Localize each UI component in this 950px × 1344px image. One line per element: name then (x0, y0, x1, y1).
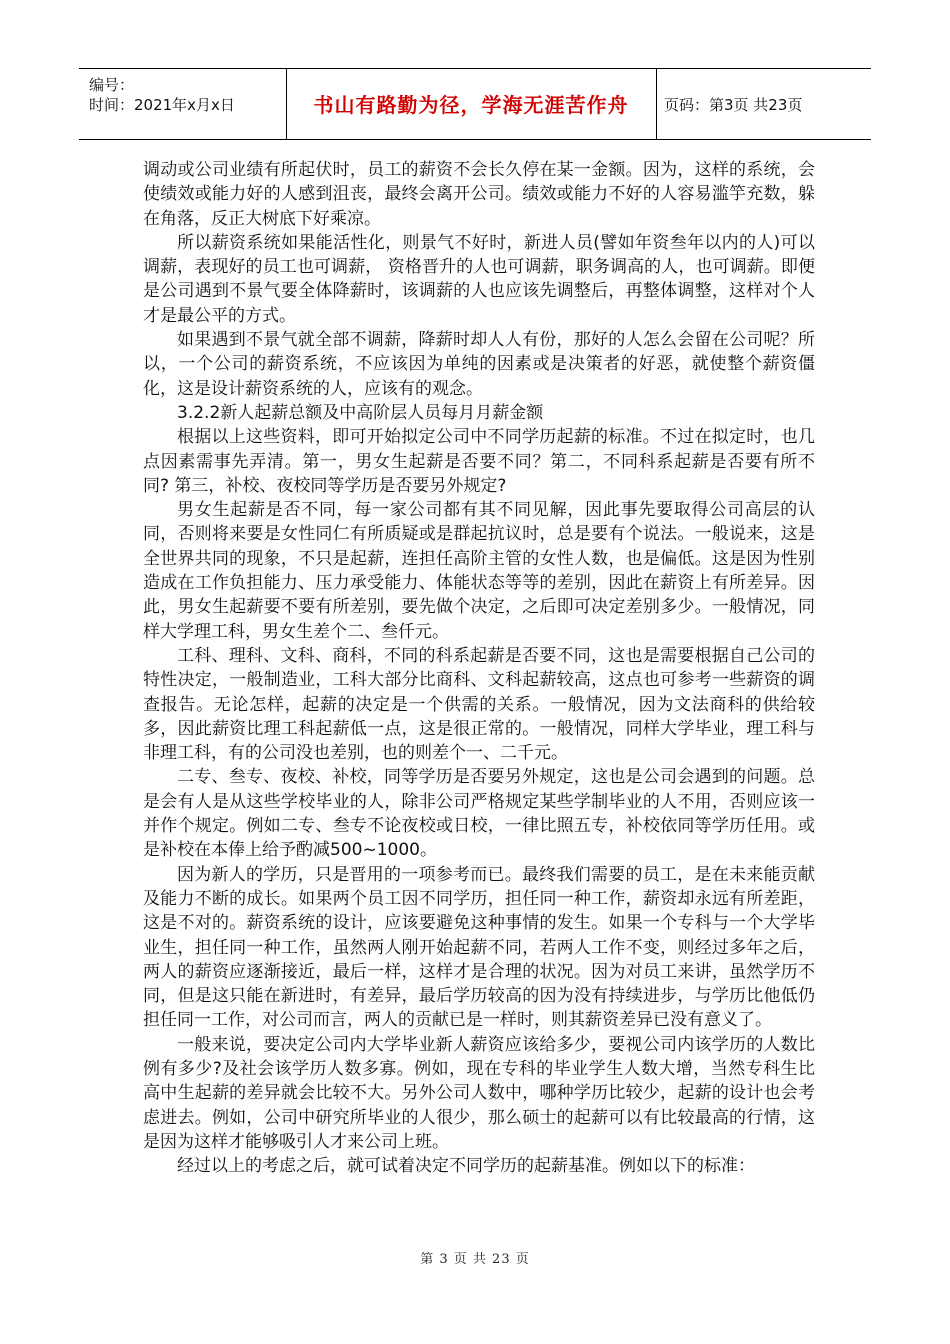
header-meta (89, 75, 235, 115)
paragraph: 男女生起薪是否不同，每一家公司都有其不同见解，因此事先要取得公司高层的认同，否则将来要是女性同仁有所质疑或是群起抗议时，总是要有个说法。一般说来，这是全世界共同的现象，不只是起薪，连担任高阶主管的女性人数，也是偏低。这是因为性别造成在工作负担能力、压力承受能力、体能状态等等的差别，因此在薪资上有所差异。因此，男女生起薪要不要有所差别，要先做个决定，之后即可决定差别多少。一般情况，同样大学理工科，男女生差个二、叁仟元。 (143, 500, 815, 642)
paragraph: 经过以上的考虑之后，就可试着决定不同学历的起薪基准。例如以下的标准： (177, 1156, 755, 1177)
paragraph: 二专、叁专、夜校、补校，同等学历是否要另外规定，这也是公司会遇到的问题。总是会有人是从这些学校毕业的人，除非公司严格规定某些学制毕业的人不用，否则应该一并作个规定。例如二专、叁专不论夜校或日校，一律比照五专，补校依同等学历任用。或是补校在本俸上给予酌减500~1000。 (143, 767, 815, 861)
paragraph: 如果遇到不景气就全部不调薪，降薪时却人人有份，那好的人怎么会留在公司呢？所以，一个公司的薪资系统，不应该因为单纯的因素或是决策者的好恶，就使整个薪资僵化，这是设计薪资系统的人，应该有的观念。 (143, 330, 815, 399)
paragraph: 因为新人的学历，只是晋用的一项参考而已。最终我们需要的员工，是在未来能贡献及能力不断的成长。如果两个员工因不同学历，担任同一种工作，薪资却永远有所差距，这是不对的。薪资系统的设计，应该要避免这种事情的发生。如果一个专科与一个大学毕业生，担任同一种工作，虽然两人刚开始起薪不同，若两人工作不变，则经过多年之后，两人的薪资应逐渐接近，最后一样，这样才是合理的状况。因为对员工来讲，虽然学历不同，但是这只能在新进时，有差异，最后学历较高的因为没有持续进步，与学历比他低仍担任同一工作，对公司而言，两人的贡献已是一样时，则其薪资差异已没有意义了。 (143, 864, 815, 1031)
section-heading: 3.2.2新人起薪总额及中高阶层人员每月月薪金额 (177, 402, 544, 423)
paragraph: 根据以上这些资料，即可开始拟定公司中不同学历起薪的标准。不过在拟定时，也几点因素需事先弄清。第一，男女生起薪是否要不同？第二，不同科系起薪是否要有所不同? 第三，补校、夜校同等学历是否要另外规定? (143, 427, 815, 496)
page-footer: 第 3 页 共 23 页 (420, 1252, 530, 1267)
paragraph: 工科、理科、文科、商科，不同的科系起薪是否要不同，这也是需要根据自己公司的特性决定，一般制造业，工科大部分比商科、文科起薪较高，这点也可参考一些薪资的调查报告。无论怎样，起薪的决定是一个供需的关系。一般情况，因为文法商科的供给较多，因此薪资比理工科起薪低一点，这是很正常的。一般情况，同样大学毕业，理工科与非理工科，有的公司没也差别，也的则差个一、二千元。 (143, 645, 815, 764)
date-label: 时间：2021年x月x日 (89, 96, 235, 114)
header-page-info: 页码：第3页 共23页 (664, 96, 803, 114)
paragraph: 一般来说，要决定公司内大学毕业新人薪资应该给多少，要视公司内该学历的人数比例有多少?及社会该学历人数多寡。例如，现在专科的毕业学生人数大增，当然专科生比高中生起薪的差异就会比较不大。另外公司人数中，哪种学历比较少，起薪的设计也会考虑进去。例如，公司中研究所毕业的人很少，那么硕士的起薪可以有比较最高的行情，这是因为这样才能够吸引人才来公司上班。 (143, 1034, 815, 1152)
document-body (143, 158, 815, 1178)
paragraph-continued: 调动或公司业绩有所起伏时，员工的薪资不会长久停在某一金额。因为，这样的系统，会使绩效或能力好的人感到沮丧，最终会离开公司。绩效或能力不好的人容易滥竽充数，躲在角落，反正大树底下好乘凉。 (143, 160, 815, 229)
header-divider-right (656, 69, 657, 139)
page-header (79, 68, 871, 140)
serial-number-label: 编号： (89, 76, 135, 94)
paragraph: 所以薪资系统如果能活性化，则景气不好时，新进人员(譬如年资叁年以内的人)可以调薪，表现好的员工也可调薪， 资格晋升的人也可调薪，职务调高的人，也可调薪。即便是公司遇到不景气要全体降薪时，该调薪的人也应该先调整后，再整体调整，这样对个人才是最公平的方式。 (143, 232, 815, 326)
header-motto: 书山有路勤为径，学海无涯苦作舟 (313, 93, 629, 117)
